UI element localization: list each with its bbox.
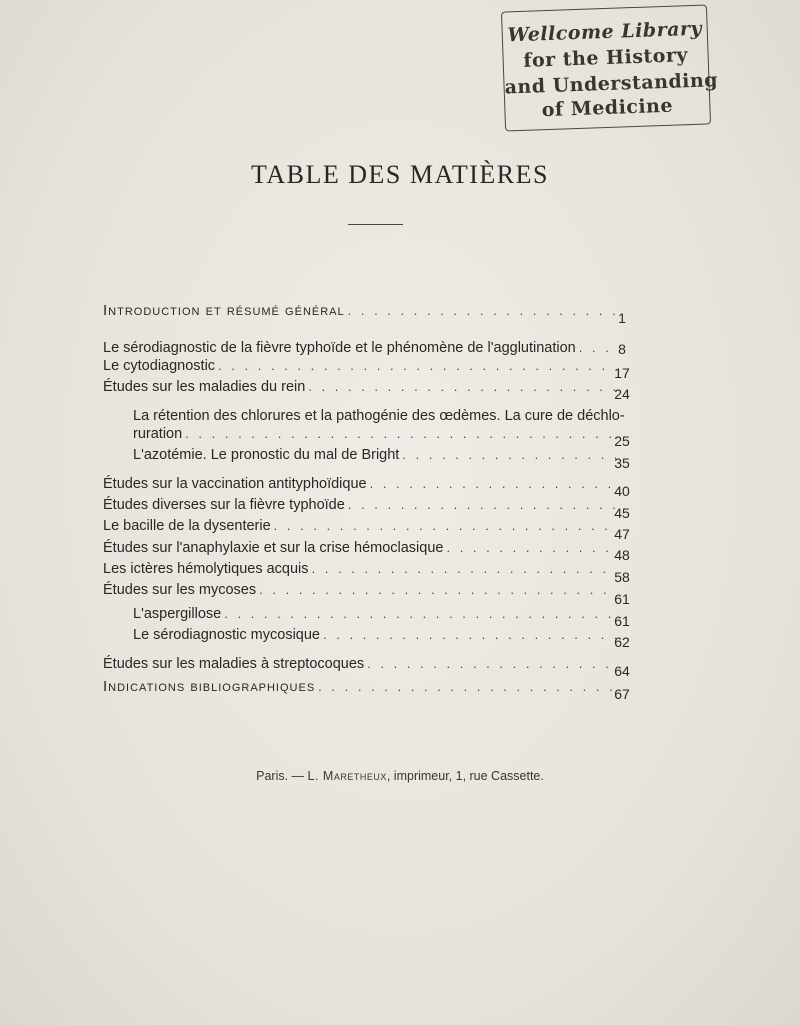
toc-entry [133,446,620,464]
toc-entry-label: Les ictères hémolytiques acquis [103,561,309,577]
toc-leader-dots [446,539,616,557]
toc-entry-label: Études sur l'anaphylaxie et sur la crise hémoclasique [103,540,444,556]
toc-entry-page: 35 [614,455,630,471]
toc-leader-dots [312,560,616,578]
toc-leader-dots [259,581,616,599]
toc-leader-dots [218,357,616,375]
toc-entry [103,496,620,514]
toc-leader-dots [370,475,616,493]
toc-entry-page: 17 [614,365,630,381]
toc-entry [103,517,620,535]
toc-entry-page: 24 [614,386,630,402]
toc-entry-label: Études sur la vaccination antityphoïdique [103,476,367,492]
toc-leader-dots [308,378,616,396]
toc-entry-page: 8 [618,341,626,357]
stamp-line-3: and Understanding [504,69,719,99]
toc-entry [103,655,620,673]
toc-entry [103,678,620,696]
toc-entry-page: 61 [614,591,630,607]
toc-entry [103,475,620,493]
toc-entry-label: Le sérodiagnostic mycosique [133,627,320,643]
toc-leader-dots [323,626,616,644]
toc-leader-dots [274,517,616,535]
toc-entry-label: L'aspergillose [133,606,222,622]
toc-entry-page: 25 [614,433,630,449]
toc-leader-dots [348,496,616,514]
toc-entry-label: Le sérodiagnostic de la fièvre typhoïde et le phénomène de l'agglutination [103,340,576,356]
toc-entry-label: Études sur les mycoses [103,582,257,598]
imprint-printer: L. Maretheux [307,769,387,783]
toc-entry [103,357,620,375]
imprint-prefix: Paris. — [256,769,308,783]
toc-entry [103,539,620,557]
toc-entry [133,626,620,644]
toc-entry [103,339,620,357]
toc-entry-label: Indications bibliographiques [103,678,316,695]
toc-entry-page: 1 [618,310,626,326]
toc-entry-label: L'azotémie. Le pronostic du mal de Bright [133,447,400,463]
toc-entry [103,378,620,396]
toc-entry-page: 61 [614,613,630,629]
toc-entry-page: 48 [614,547,630,563]
stamp-line-1: Wellcome Library [507,17,703,47]
toc-entry-page: 64 [614,663,630,679]
toc-entry-page: 62 [614,634,630,650]
toc-leader-dots [402,446,616,464]
toc-entry-label: Études diverses sur la fièvre typhoïde [103,497,345,513]
toc-entry-label: Le cytodiagnostic [103,358,216,374]
toc-entry-label: Le bacille de la dysenterie [103,518,271,534]
toc-entry-page: 58 [614,569,630,585]
title-rule [348,224,403,225]
toc-entry-label: Études sur les maladies du rein [103,379,306,395]
toc-entry-label: Introduction et résumé général [103,302,345,319]
toc-leader-dots [348,302,616,320]
toc-entry-page: 67 [614,686,630,702]
toc-entry [133,425,620,443]
toc-leader-dots [318,678,616,696]
toc-entry-label-continued: ruration [133,426,183,442]
toc-leader-dots [224,605,616,623]
toc-entry [103,581,620,599]
toc-entry [133,605,620,623]
library-stamp [501,4,719,131]
toc-leader-dots [367,655,616,673]
toc-leader-dots [185,425,616,443]
page-title: TABLE DES MATIÈRES [251,160,549,189]
stamp-line-4: of Medicine [541,94,674,122]
toc-entry-page: 47 [614,526,630,542]
toc-entry-page: 45 [614,505,630,521]
imprint-suffix: , imprimeur, 1, rue Cassette. [386,769,544,783]
toc-entry-label: Études sur les maladies à streptocoques [103,656,365,672]
toc-entry-label: La rétention des chlorures et la pathogénie des œdèmes. La cure de déchlo- [133,408,625,424]
stamp-line-2: for the History [522,44,689,72]
toc-entry [103,560,620,578]
printer-imprint [0,769,800,783]
toc-entry [103,302,620,320]
toc-entry-page: 40 [614,483,630,499]
